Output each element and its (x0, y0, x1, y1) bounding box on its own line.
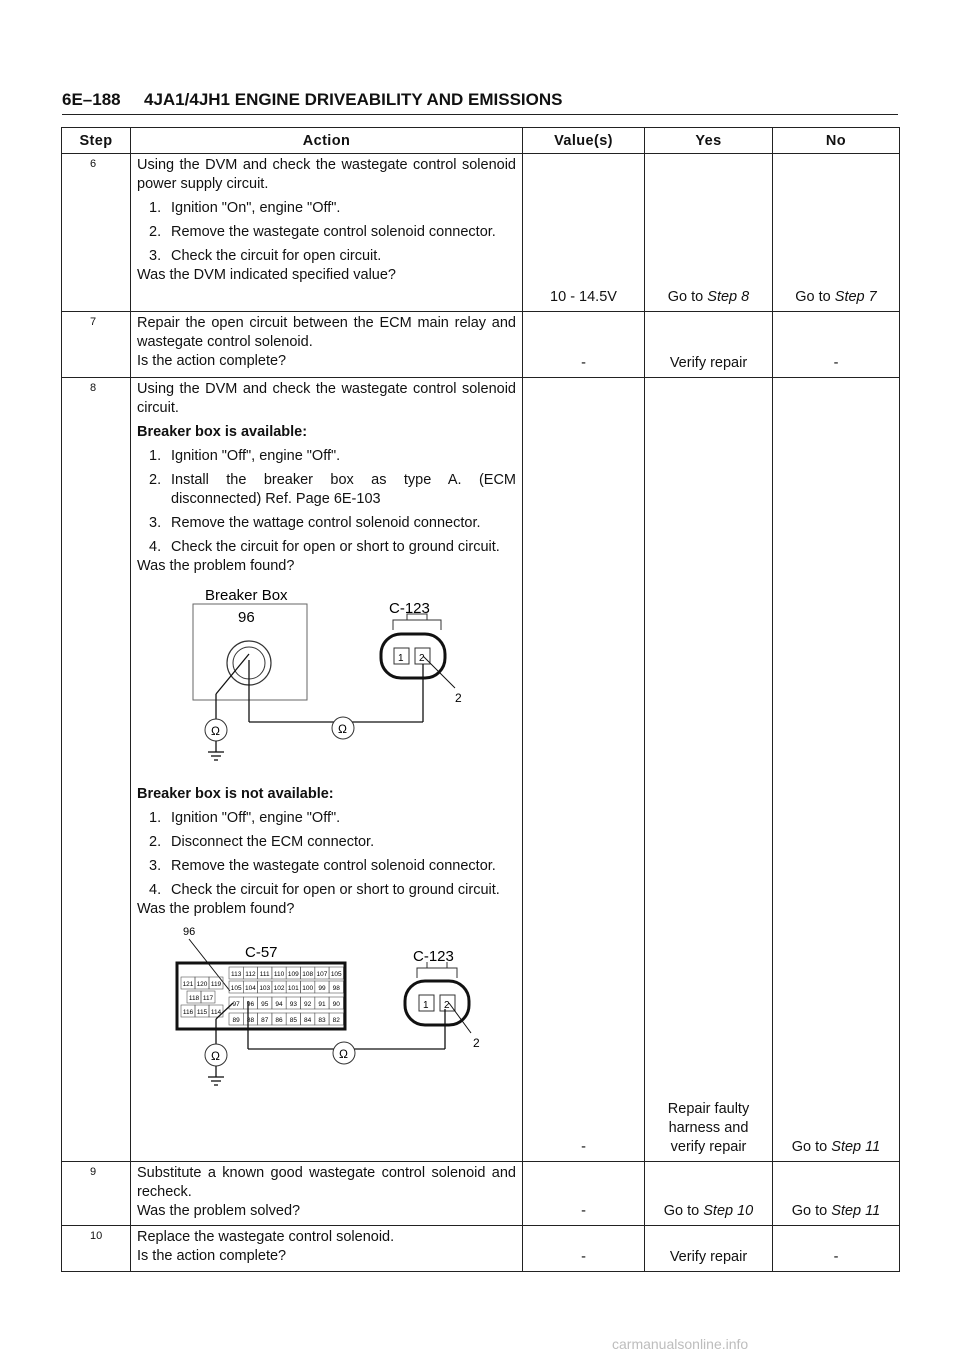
ecm-pin-number: 91 (318, 1001, 326, 1008)
action-cell (131, 154, 523, 312)
ecm-pin-number: 98 (332, 985, 340, 992)
no-cell: - (773, 1226, 900, 1272)
table-row-step-9 (62, 1162, 900, 1226)
action-intro: Repair the open circuit between the ECM main relay and wastegate control solenoid. (137, 315, 516, 350)
action-cell (131, 312, 523, 378)
ecm-pin-number: 114 (210, 1009, 222, 1016)
ecm-pin-number: 113 (230, 971, 242, 978)
ecm-pin-number: 107 (316, 971, 328, 978)
step-link: Step 10 (703, 1203, 754, 1219)
ecm-pin-number: 120 (196, 981, 208, 988)
ecm-pin-number: 84 (304, 1017, 312, 1024)
lead-label: 2 (455, 691, 462, 705)
subsection-title: Breaker box is not available: (137, 786, 334, 802)
ecm-connector-label: C-57 (245, 944, 278, 961)
yes-cell: Verify repair (645, 1226, 773, 1272)
list-item: 2. Remove the wastegate control solenoid connector. (149, 224, 496, 240)
list-item: 3. Remove the wastegate control solenoid connector. (149, 858, 496, 874)
ecm-pin-number: 94 (275, 1001, 283, 1008)
value-cell: 10 - 14.5V (523, 154, 645, 312)
action-question: Was the problem found? (137, 901, 295, 917)
ecm-pin-number: 83 (318, 1017, 326, 1024)
col-values: Value(s) (523, 128, 645, 154)
ecm-pin-number: 115 (196, 1009, 208, 1016)
ecm-pin-number: 109 (287, 971, 299, 978)
yes-cell: Repair faulty harness and verify repair (645, 378, 773, 1162)
step-number: 8 (62, 378, 131, 1162)
ecm-pin-number: 121 (182, 981, 194, 988)
table-row-step-10 (62, 1226, 900, 1272)
action-intro: Using the DVM and check the wastegate control solenoid circuit. (137, 381, 516, 416)
yes-cell: Go to Step 8 (645, 154, 773, 312)
ecm-pin-number: 116 (182, 1009, 194, 1016)
action-intro: Replace the wastegate control solenoid. (137, 1229, 395, 1245)
ecm-pin-number: 85 (289, 1017, 297, 1024)
list-item: 4. Check the circuit for open or short to ground circuit. (149, 882, 500, 898)
diagnostic-table (61, 127, 900, 1272)
col-no: No (773, 128, 900, 154)
ecm-pin-number: 88 (246, 1017, 255, 1024)
no-cell: Go to Step 11 (773, 378, 900, 1162)
ecm-pin-number: 103 (259, 985, 271, 992)
ecm-pin-number: 117 (202, 995, 214, 1002)
ecm-pin-number: 96 (246, 1001, 255, 1008)
ecm-pin-number: 108 (302, 971, 314, 978)
ecm-pin-number: 93 (289, 1001, 297, 1008)
connector-c123 (381, 634, 445, 678)
ohm-symbol: Ω (211, 1049, 220, 1063)
step-number: 9 (62, 1162, 131, 1226)
page-header (62, 88, 898, 115)
ecm-pin-number: 105 (230, 985, 242, 992)
value-cell: - (523, 1226, 645, 1272)
list-item: 1. Ignition "Off", engine "Off". (149, 810, 341, 826)
leader-line (423, 656, 455, 688)
ecm-pin-number: 104 (245, 985, 256, 992)
no-cell: - (773, 312, 900, 378)
table-row-step-8 (62, 378, 900, 1162)
pin-1-label: 1 (398, 653, 404, 664)
value-cell: - (523, 1162, 645, 1226)
action-question: Is the action complete? (137, 1248, 287, 1264)
ecm-connector-diagram (137, 921, 517, 1101)
watermark: carmanualsonline.info (612, 1336, 749, 1352)
value-cell: - (523, 378, 645, 1162)
page-title: 4JA1/4JH1 ENGINE DRIVEABILITY AND EMISSIONS (144, 90, 563, 109)
step-link: Step 7 (834, 289, 877, 305)
ecm-pin-label: 96 (183, 926, 196, 938)
table-header-row (62, 128, 900, 154)
list-item: 1. Ignition "On", engine "Off". (149, 200, 341, 216)
col-action: Action (131, 128, 523, 154)
ecm-pin-number: 111 (259, 971, 270, 978)
breaker-box-label: Breaker Box (205, 587, 288, 604)
step-link: Step 11 (831, 1139, 881, 1155)
ecm-pin-grid (181, 967, 343, 1025)
step-link: Step 11 (831, 1203, 881, 1219)
pin-2-label: 2 (444, 1000, 450, 1011)
ohm-symbol: Ω (338, 722, 347, 736)
ecm-pin-number: 97 (232, 1001, 240, 1008)
ecm-pin-number: 119 (210, 981, 222, 988)
ecm-pin-number: 100 (302, 985, 314, 992)
ecm-pin-number: 102 (273, 985, 285, 992)
action-intro: Using the DVM and check the wastegate control solenoid power supply circuit. (137, 157, 516, 192)
ecm-pin-number: 90 (332, 1001, 340, 1008)
ohm-symbol: Ω (211, 724, 220, 738)
subsection-title: Breaker box is available: (137, 424, 308, 440)
pin-2-label: 2 (419, 653, 425, 664)
step-link: Step 8 (707, 289, 750, 305)
list-item: 3. Check the circuit for open circuit. (149, 248, 382, 264)
ecm-pin-number: 82 (332, 1017, 340, 1024)
probe-line (216, 654, 249, 694)
breaker-box-pin: 96 (238, 609, 255, 626)
ecm-pin-number: 118 (188, 995, 200, 1002)
no-cell: Go to Step 7 (773, 154, 900, 312)
ecm-pin-number: 87 (261, 1017, 269, 1024)
list-item: 4. Check the circuit for open or short to ground circuit. (149, 539, 500, 555)
action-cell (131, 1162, 523, 1226)
connector-label: C-123 (413, 948, 454, 965)
ecm-pin-number: 92 (304, 1001, 312, 1008)
list-item: 3. Remove the wattage control solenoid connector. (149, 515, 481, 531)
action-intro: Substitute a known good wastegate control solenoid and recheck. (137, 1165, 516, 1200)
ecm-pin-number: 101 (287, 985, 299, 992)
col-step: Step (62, 128, 131, 154)
ecm-pin-number: 95 (261, 1001, 269, 1008)
yes-cell: Verify repair (645, 312, 773, 378)
breaker-box-diagram (137, 580, 517, 780)
list-item: 2. Install the breaker box as type A. (ECM disconnected) Ref. Page 6E-103 (149, 472, 516, 507)
action-cell (131, 1226, 523, 1272)
step-number: 6 (62, 154, 131, 312)
ecm-pin-number: 105 (330, 971, 342, 978)
page-number: 6E–188 (62, 90, 121, 109)
lead-label: 2 (473, 1036, 480, 1050)
ecm-pin-number: 99 (318, 985, 326, 992)
action-question: Was the DVM indicated specified value? (137, 267, 396, 283)
connector-c123 (405, 981, 469, 1025)
list-item: 2. Disconnect the ECM connector. (149, 834, 375, 850)
yes-cell: Go to Step 10 (645, 1162, 773, 1226)
action-question: Was the problem solved? (137, 1203, 301, 1219)
list-item: 1. Ignition "Off", engine "Off". (149, 448, 341, 464)
pin-1-label: 1 (423, 1000, 429, 1011)
action-question: Is the action complete? (137, 353, 287, 369)
step-number: 7 (62, 312, 131, 378)
ecm-pin-number: 112 (245, 971, 256, 978)
action-question: Was the problem found? (137, 558, 295, 574)
step-number: 10 (62, 1226, 131, 1272)
no-cell: Go to Step 11 (773, 1162, 900, 1226)
ecm-pin-number: 89 (232, 1017, 240, 1024)
table-row-step-6 (62, 154, 900, 312)
ecm-pin-number: 110 (273, 971, 285, 978)
action-cell (131, 378, 523, 1162)
connector-label: C-123 (389, 600, 430, 617)
col-yes: Yes (645, 128, 773, 154)
value-cell: - (523, 312, 645, 378)
table-row-step-7 (62, 312, 900, 378)
ohm-symbol: Ω (339, 1047, 348, 1061)
ecm-pin-number: 86 (275, 1017, 283, 1024)
